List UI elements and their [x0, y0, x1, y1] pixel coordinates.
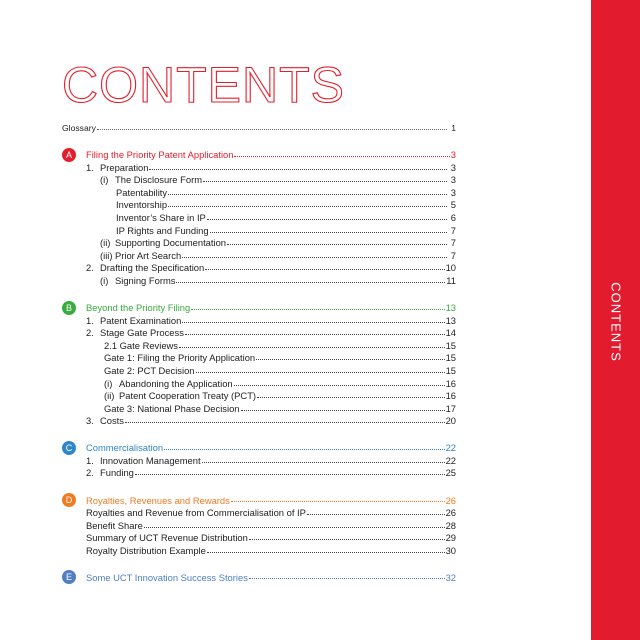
entry-label: Abandoning the Application [119, 377, 233, 389]
entry-number: 1. [86, 454, 94, 466]
section-label: Commercialisation [86, 442, 164, 454]
leader-dots [125, 415, 445, 423]
toc-entry[interactable] [62, 199, 456, 212]
section-e-heading[interactable] [62, 570, 456, 584]
section-c-badge: C [62, 441, 76, 455]
entry-number: (i) [104, 377, 113, 389]
toc-entry[interactable] [62, 532, 456, 545]
leader-dots [205, 262, 444, 270]
entry-number: (i) [100, 174, 109, 186]
entry-page: 25 [445, 467, 456, 479]
leader-dots [182, 250, 447, 258]
leader-dots [234, 150, 449, 157]
toc-entry[interactable] [62, 162, 456, 175]
entry-page: 30 [445, 544, 456, 556]
leader-dots [168, 187, 447, 195]
entry-page: 15 [445, 339, 456, 351]
entry-label: Costs [100, 415, 124, 427]
toc-entry[interactable] [62, 262, 456, 275]
entry-label: IP Rights and Funding [116, 224, 209, 236]
leader-dots [149, 162, 447, 170]
entry-label: Patentability [116, 186, 168, 198]
leader-dots [196, 365, 445, 373]
leader-dots [182, 315, 444, 323]
toc-entry[interactable] [62, 545, 456, 558]
entry-label: Patent Cooperation Treaty (PCT) [119, 390, 257, 402]
section-b-heading[interactable] [62, 301, 456, 315]
entry-label: Royalties and Revenue from Commercialisation of IP [86, 507, 306, 519]
entry-label: Gate 1: Filing the Priority Application [104, 352, 256, 364]
entry-label: Glossary [62, 123, 96, 133]
entry-page: 7 [450, 224, 456, 236]
section-page: 3 [450, 149, 456, 161]
toc-entry[interactable] [62, 390, 456, 403]
entry-label: Innovation Management [100, 454, 201, 466]
entry-number: 2. [86, 262, 94, 274]
entry-page: 20 [445, 415, 456, 427]
toc-entry[interactable] [62, 415, 456, 428]
entry-page: 13 [445, 314, 456, 326]
toc-entry[interactable] [62, 520, 456, 533]
leader-dots [191, 303, 444, 310]
leader-dots [185, 327, 445, 335]
toc-entry[interactable] [62, 340, 456, 353]
leader-dots [97, 122, 447, 130]
entry-label: Royalty Distribution Example [86, 544, 206, 556]
entry-number: (ii) [104, 390, 115, 402]
entry-label: Patent Examination [100, 314, 182, 326]
entry-page: 10 [445, 262, 456, 274]
section-d-badge: D [62, 493, 76, 507]
section-d-heading[interactable] [62, 493, 456, 507]
entry-page: 15 [445, 364, 456, 376]
entry-page: 28 [445, 519, 456, 531]
leader-dots [179, 340, 445, 348]
entry-page: 26 [445, 507, 456, 519]
entry-label: Inventor’s Share in IP [116, 211, 206, 223]
leader-dots [227, 237, 447, 245]
section-label: Royalties, Revenues and Rewards [86, 494, 230, 506]
leader-dots [234, 378, 445, 386]
entry-label: Drafting the Specification [100, 262, 205, 274]
section-page: 13 [445, 302, 456, 314]
entry-page: 6 [450, 211, 456, 223]
entry-label: Summary of UCT Revenue Distribution [86, 532, 248, 544]
section-label: Filing the Priority Patent Application [86, 149, 234, 161]
leader-dots [203, 174, 447, 182]
entry-label: Preparation [100, 161, 149, 173]
entry-page: 17 [445, 402, 456, 414]
entry-page: 11 [446, 274, 456, 286]
entry-page: 1 [451, 123, 456, 133]
leader-dots [164, 443, 444, 450]
leader-dots [231, 495, 445, 502]
entry-number: 3. [86, 415, 94, 427]
page-title: CONTENTS [62, 57, 345, 113]
entry-label: 2.1 Gate Reviews [104, 339, 178, 351]
entry-number: (ii) [100, 237, 111, 249]
entry-label: Signing Forms [115, 274, 176, 286]
entry-number: (i) [100, 274, 109, 286]
entry-page: 7 [450, 237, 456, 249]
leader-dots [144, 520, 445, 528]
entry-number: 1. [86, 314, 94, 326]
toc-entry[interactable] [62, 174, 456, 187]
side-label: CONTENTS [608, 282, 624, 362]
toc-entry[interactable] [62, 467, 456, 480]
entry-label: Benefit Share [86, 519, 143, 531]
entry-number: 2. [86, 327, 94, 339]
entry-page: 16 [445, 390, 456, 402]
entry-label: Gate 2: PCT Decision [104, 364, 195, 376]
entry-label: Funding [100, 467, 134, 479]
toc-entry[interactable] [62, 187, 456, 200]
leader-dots [307, 507, 445, 515]
entry-page: 14 [445, 327, 456, 339]
leader-dots [135, 467, 445, 475]
leader-dots [256, 352, 444, 360]
table-of-contents [62, 122, 456, 584]
leader-dots [176, 275, 445, 283]
entry-page: 5 [450, 199, 456, 211]
entry-label: Supporting Documentation [115, 237, 227, 249]
section-e-badge: E [62, 570, 76, 584]
entry-label: The Disclosure Form [115, 174, 202, 186]
entry-label: Stage Gate Process [100, 327, 184, 339]
leader-dots [168, 199, 447, 207]
section-label: Some UCT Innovation Success Stories [86, 571, 248, 583]
toc-entry[interactable] [62, 378, 456, 391]
entry-page: 22 [445, 454, 456, 466]
entry-number: 1. [86, 161, 94, 173]
entry-number: 2. [86, 467, 94, 479]
toc-entry[interactable] [62, 225, 456, 238]
toc-entry[interactable] [62, 403, 456, 416]
section-a-heading[interactable] [62, 148, 456, 162]
toc-entry[interactable] [62, 250, 456, 263]
entry-label: Gate 3: National Phase Decision [104, 402, 240, 414]
toc-entry-glossary[interactable] [62, 122, 456, 135]
entry-page: 7 [450, 249, 456, 261]
leader-dots [249, 572, 445, 579]
leader-dots [249, 532, 445, 540]
section-c-heading[interactable] [62, 441, 456, 455]
toc-entry[interactable] [62, 237, 456, 250]
entry-page: 3 [450, 186, 456, 198]
entry-page: 3 [450, 161, 456, 173]
leader-dots [257, 390, 445, 398]
toc-entry[interactable] [62, 352, 456, 365]
toc-entry[interactable] [62, 455, 456, 468]
leader-dots [241, 403, 445, 411]
toc-entry[interactable] [62, 275, 456, 288]
toc-entry[interactable] [62, 315, 456, 328]
entry-page: 3 [450, 174, 456, 186]
section-page: 32 [445, 571, 456, 583]
entry-page: 29 [445, 532, 456, 544]
section-a-badge: A [62, 148, 76, 162]
section-label: Beyond the Priority Filing [86, 302, 191, 314]
entry-page: 15 [445, 352, 456, 364]
section-page: 26 [445, 494, 456, 506]
toc-entry[interactable] [62, 365, 456, 378]
toc-entry[interactable] [62, 327, 456, 340]
entry-number: (iii) [100, 249, 113, 261]
leader-dots [207, 212, 447, 220]
section-page: 22 [445, 442, 456, 454]
entry-label: Prior Art Search [115, 249, 182, 261]
section-b-badge: B [62, 301, 76, 315]
entry-label: Inventorship [116, 199, 168, 211]
leader-dots [207, 545, 445, 553]
entry-page: 16 [445, 377, 456, 389]
toc-entry[interactable] [62, 507, 456, 520]
leader-dots [202, 455, 445, 463]
toc-entry[interactable] [62, 212, 456, 225]
leader-dots [210, 225, 447, 233]
